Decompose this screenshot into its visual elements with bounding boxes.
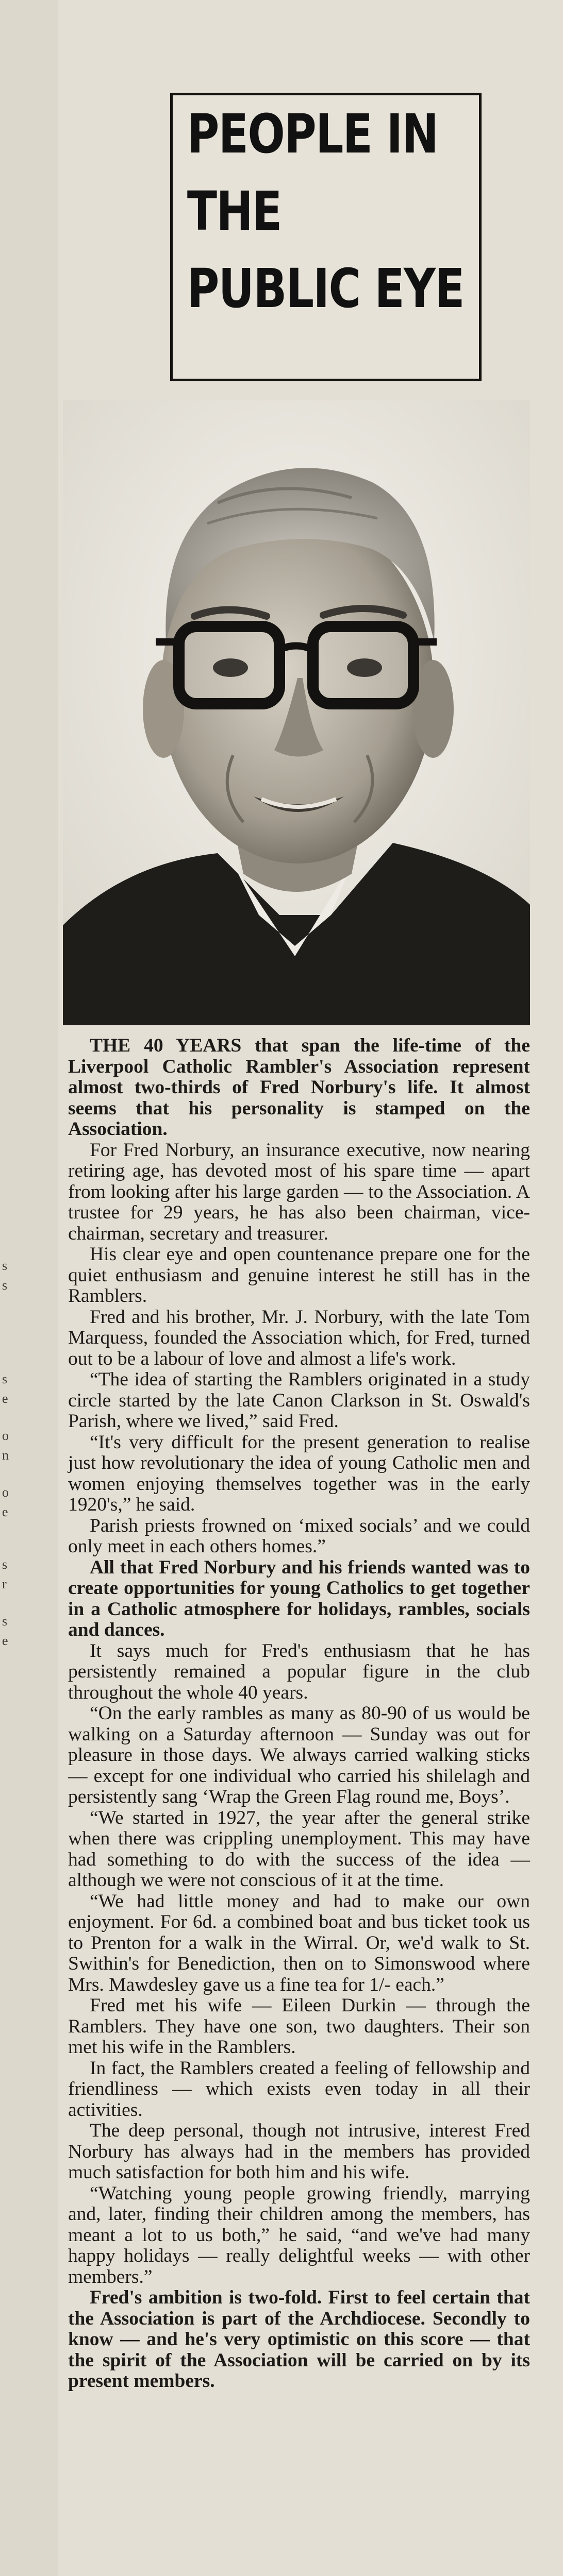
headline-line-2: THE: [187, 180, 281, 243]
article-body: [68, 1036, 530, 2392]
article-paragraph: The deep personal, though not intrusive, interest Fred Norbury has always had in the members has provided much satisfaction for both him and his wife.: [68, 2120, 530, 2183]
article-paragraph: “We started in 1927, the year after the general strike when there was crippling unemployment. This may have had something to do with the success of the idea — although we were not conscious of it at the time.: [68, 1807, 530, 1891]
article-lead-paragraph: THE 40 YEARS that span the life-time of the Liverpool Catholic Rambler's Association represent almost two-thirds of Fred Norbury's life. It almost seems that his personality is stamped on the Association.: [68, 1035, 530, 1140]
gutter-fragment: s: [2, 1278, 8, 1293]
article-paragraph: Fred met his wife — Eileen Durkin — through the Ramblers. They have one son, two daughters. Their son met his wife in the Ramblers.: [68, 1995, 530, 2058]
article-paragraph: In fact, the Ramblers created a feeling of fellowship and friendliness — which exists even today in all their activities.: [68, 2057, 530, 2121]
headline-line-1: PEOPLE IN: [187, 103, 438, 165]
article-paragraph: Parish priests frowned on ‘mixed socials’ and we could only meet in each others homes.”: [68, 1515, 530, 1557]
article-bold-paragraph: All that Fred Norbury and his friends wanted was to create opportunities for young Catholics to get together in a Catholic atmosphere for holidays, rambles, socials and dances.: [68, 1556, 530, 1640]
article-paragraph: It says much for Fred's enthusiasm that he has persistently remained a popular figure in the club throughout the whole 40 years.: [68, 1640, 530, 1703]
article-paragraph: “It's very difficult for the present generation to realise just how revolutionary the idea of young Catholic men and women enjoying themselves together was in the early 1920's,” he said.: [68, 1431, 530, 1515]
gutter-fragment: e: [2, 1633, 8, 1648]
article-paragraph: “On the early rambles as many as 80-90 of us would be walking on a Saturday afternoon — Sunday was out for pleasure in those days. We always carried walking sticks — except for one individual who carried his shilelagh and persistently sang ‘Wrap the Green Flag round me, Boys’.: [68, 1703, 530, 1807]
adjacent-column-gutter: [0, 0, 58, 2576]
article-paragraph: Fred and his brother, Mr. J. Norbury, with the late Tom Marquess, founded the Association which, for Fred, turned out to be a labour of love and almost a life's work.: [68, 1306, 530, 1369]
headline-box: [170, 93, 482, 381]
article-paragraph: “Watching young people growing friendly, marrying and, later, finding their children among the members, has meant a lot to us both,” he said, “and we've had many happy holidays — really delightful weeks — with other members.”: [68, 2182, 530, 2287]
gutter-fragment: r: [2, 1577, 7, 1591]
gutter-fragment: s: [2, 1557, 8, 1572]
article-paragraph: For Fred Norbury, an insurance executive, now nearing retiring age, has devoted most of his spare time — apart from looking after his large garden — to the Association. A trustee for 29 years, he has also been chairman, vice-chairman, secretary and treasurer.: [68, 1139, 530, 1244]
portrait-illustration: [63, 400, 530, 1025]
gutter-fragment: n: [2, 1448, 9, 1463]
gutter-fragment: s: [2, 1371, 8, 1386]
gutter-fragment: s: [2, 1614, 8, 1629]
gutter-fragment: s: [2, 1258, 8, 1273]
gutter-fragment: o: [2, 1428, 9, 1443]
article-paragraph: “We had little money and had to make our own enjoyment. For 6d. a combined boat and bus ticket took us to Prenton for a walk in the Wirral. Or, we'd walk to St. Swithin's for Benediction, then on to Simonswood where Mrs. Mawdesley gave us a fine tea for 1/- each.”: [68, 1890, 530, 1995]
article-paragraph: “The idea of starting the Ramblers originated in a study circle started by the late Canon Clarkson in St. Oswald's Parish, where we lived,” said Fred.: [68, 1369, 530, 1432]
gutter-fragment: o: [2, 1485, 9, 1500]
article-closing-paragraph: Fred's ambition is two-fold. First to feel certain that the Association is part of the Archdiocese. Secondly to know — and he's very optimistic on this score — that the spirit of the Association will be carried on by its present members.: [68, 2287, 530, 2392]
gutter-fragment: e: [2, 1504, 8, 1519]
article-paragraph: His clear eye and open countenance prepare one for the quiet enthusiasm and genuine interest he still has in the Ramblers.: [68, 1244, 530, 1307]
headline-line-3: PUBLIC EYE: [187, 257, 464, 320]
gutter-fragment: e: [2, 1391, 8, 1406]
portrait-photo: [63, 400, 530, 1025]
